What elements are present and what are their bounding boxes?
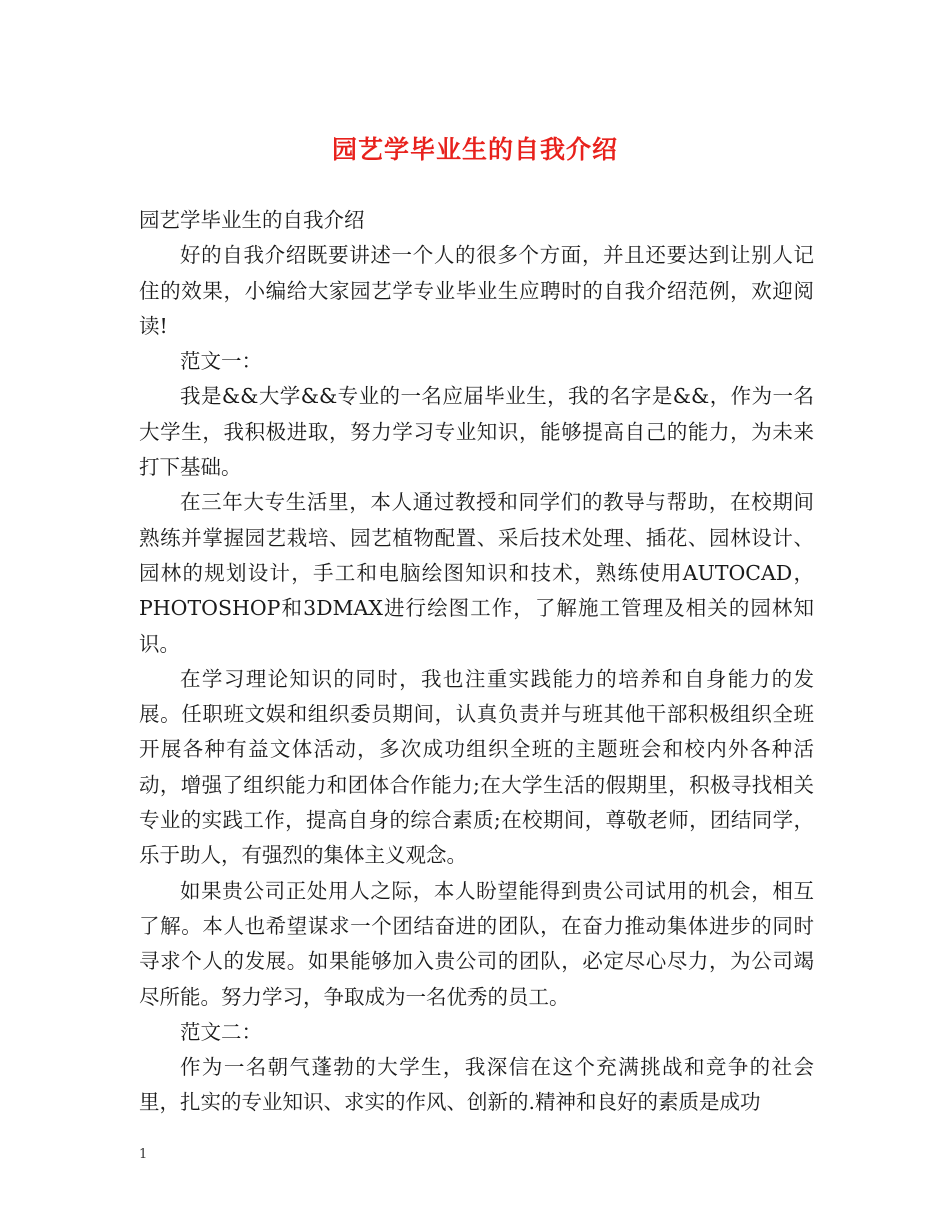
body-paragraph: 如果贵公司正处用人之际，本人盼望能得到贵公司试用的机会，相互了解。本人也希望谋求一个团结奋进的团队，在奋力推动集体进步的同时寻求个人的发展。如果能够加入贵公司的团队，必定尽心尽力，为公司竭尽所能。努力学习，争取成为一名优秀的员工。 <box>139 878 814 1009</box>
body-paragraph: 我是&&大学&&专业的一名应届毕业生，我的名字是&&，作为一名大学生，我积极进取，努力学习专业知识，能够提高自己的能力，为未来打下基础。 <box>139 384 814 480</box>
body-paragraph: 在三年大专生活里，本人通过教授和同学们的教导与帮助，在校期间熟练并掌握园艺栽培、园艺植物配置、采后技术处理、插花、园林设计、园林的规划设计，手工和电脑绘图知识和技术，熟练使用AUTOCAD，PHOTOSHOP和3DMAX进行绘图工作，了解施工管理及相关的园林知识。 <box>139 490 814 656</box>
body-paragraph: 作为一名朝气蓬勃的大学生，我深信在这个充满挑战和竞争的社会里，扎实的专业知识、求实的作风、创新的.精神和良好的素质是成功 <box>139 1055 814 1115</box>
document-body <box>139 203 814 1121</box>
subtitle-paragraph: 园艺学毕业生的自我介绍 <box>139 208 365 232</box>
section-heading-example-one: 范文一： <box>180 349 262 374</box>
document-title: 园艺学毕业生的自我介绍 <box>331 135 618 164</box>
body-paragraph: 在学习理论知识的同时，我也注重实践能力的培养和自身能力的发展。任职班文娱和组织委员期间，认真负责并与班其他干部积极组织全班开展各种有益文体活动，多次成功组织全班的主题班会和校内外各种活动，增强了组织能力和团体合作能力;在大学生活的假期里，积极寻找相关专业的实践工作，提高自身的综合素质;在校期间，尊敬老师，团结同学，乐于助人，有强烈的集体主义观念。 <box>139 666 814 868</box>
page-number: 1 <box>139 1147 148 1162</box>
section-heading-example-two: 范文二： <box>180 1019 262 1044</box>
intro-paragraph: 好的自我介绍既要讲述一个人的很多个方面，并且还要达到让别人记住的效果，小编给大家园艺学专业毕业生应聘时的自我介绍范例，欢迎阅读! <box>139 243 814 338</box>
